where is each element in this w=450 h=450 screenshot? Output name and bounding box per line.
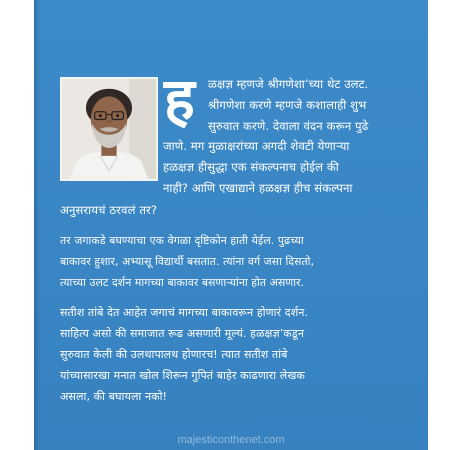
paragraph1-line: हळक्षज्ञ हीसुद्धा एक संकल्पनाच होईल की: [163, 160, 339, 174]
paragraph2-line: त्याच्या उलट दर्शन मागच्या बाकावर बसणाऱ्यांना होत असणार.: [60, 276, 305, 289]
author-photo: [60, 77, 158, 181]
paragraph3-line: सतीश तांबे देत आहेत जगाचं मागच्या बाकावरून होणारं दर्शन.: [60, 306, 309, 319]
author-portrait-image: [62, 79, 156, 179]
book-back-cover: [34, 0, 428, 450]
paragraph1-line: अनुसरायचं ठरवलं तर?: [60, 203, 158, 217]
paragraph3-line: असला, की बघायला नको!: [60, 390, 168, 403]
paragraph2-line: तर जगाकडे बघण्याचा एक वेगळा दृष्टिकोन हाती येईल. पुढच्या: [60, 234, 304, 247]
paragraph1-line: जाणे. मग मुळाक्षरांच्या अगदी शेवटी येणाऱ्या: [163, 139, 350, 153]
spine-shadow: [34, 0, 40, 450]
paragraph3-line: साहित्य असो की समाजात रूढ असणारी मूल्यं. हळक्षज्ञ’कडून: [60, 327, 305, 340]
paragraph1-line: ळक्षज्ञ म्हणजे श्रीगणेशा’च्या थेट उलट.: [208, 77, 369, 91]
drop-cap: ह: [164, 65, 195, 133]
paragraph1-line: नाही? आणि एखाद्याने हळक्षज्ञ हीच संकल्पना: [163, 181, 353, 195]
paragraph3-line: यांच्यासारखा मनात खोल शिरून गुपितं बाहेर काढणारा लेखक: [60, 369, 305, 382]
watermark: majesticonthenet.com: [177, 434, 285, 446]
paragraph1-line: सुरुवात करणे. देवाला वंदन करून पुढे: [208, 119, 369, 133]
paragraph1-line: श्रीगणेशा करणे म्हणजे कशालाही शुभ: [208, 98, 367, 112]
paragraph3-line: सुरुवात केली की उलथापालथ होणारच! त्यात सतीश तांबे: [60, 348, 288, 361]
paragraph2-line: बाकावर हुशार, अभ्यासू विद्यार्थी बसतात. त्यांना वर्ग जसा दिसतो,: [60, 255, 315, 268]
